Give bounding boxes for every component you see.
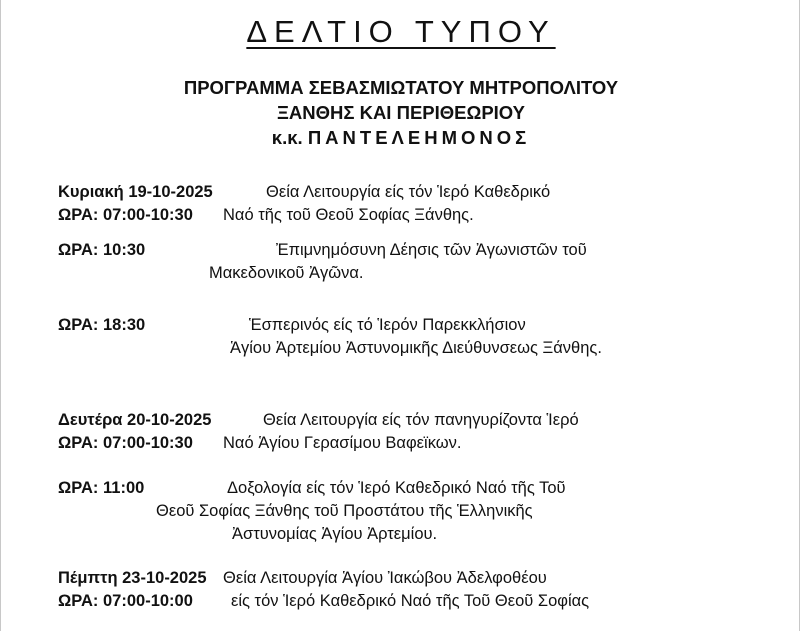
event-description-line: Ἐπιμνημόσυνη Δέησις τῶν Ἀγωνιστῶν τοῦ (276, 241, 587, 259)
event-description-line: είς τόν Ἱερό Καθεδρικό Ναό τῆς Τοῦ Θεοῦ Σοφίας (231, 592, 590, 610)
event-time: ΩΡΑ: 10:30 (58, 241, 146, 259)
event-description-line: Δοξολογία είς τόν Ἱερό Καθεδρικό Ναό τῆς Τοῦ (227, 479, 566, 497)
subtitle-name: ΠΑΝΤΕΛΕΗΜΟΝΟΣ (307, 127, 531, 148)
event-description-line: Θεία Λειτουργία είς τόν Ἱερό Καθεδρικό (266, 183, 551, 201)
event-time: ΩΡΑ: 07:00-10:30 (58, 206, 193, 224)
event-time: ΩΡΑ: 18:30 (58, 316, 146, 334)
event-time: ΩΡΑ: 07:00-10:30 (58, 434, 193, 452)
event-time: ΩΡΑ: 11:00 (58, 479, 145, 497)
event-description-line: Ναό τῆς τοῦ Θεοῦ Σοφίας Ξάνθης. (223, 206, 474, 224)
event-description-line: Ἀστυνομίας Ἁγίου Ἀρτεμίου. (232, 525, 438, 543)
subtitle-line-3 (1, 126, 800, 150)
page-title: ΔΕΛΤΙΟ ΤΥΠΟΥ (246, 14, 556, 49)
event-description-line: Ναό Ἁγίου Γερασίμου Βαφεϊκων. (223, 434, 462, 452)
subtitle-line-1: ΠΡΟΓΡΑΜΜΑ ΣΕΒΑΣΜΙΩΤΑΤΟΥ ΜΗΤΡΟΠΟΛΙΤΟΥ (183, 77, 619, 98)
event-description-line: Ἁγίου Ἀρτεμίου Ἀστυνομικῆς Διεύθυνσεως Ξάνθης. (230, 339, 602, 357)
event-description-line: Θεία Λειτουργία Ἁγίου Ἰακώβου Ἀδελφοθέου (223, 569, 547, 587)
event-description-line: Μακεδονικοῦ Ἀγῶνα. (209, 264, 364, 282)
event-description-line: Θεοῦ Σοφίας Ξάνθης τοῦ Προστάτου τῆς Ἑλληνικῆς (156, 502, 533, 520)
event-description-line: Ἑσπερινός είς τό Ἱερόν Παρεκκλήσιον (249, 316, 526, 334)
day-heading: Κυριακή 19-10-2025 (58, 183, 213, 201)
event-description-line: Θεία Λειτουργία είς τόν πανηγυρίζοντα Ἱερό (263, 411, 579, 429)
subtitle-line-2: ΞΑΝΘΗΣ ΚΑΙ ΠΕΡΙΘΕΩΡΙΟΥ (276, 102, 526, 123)
day-heading: Δευτέρα 20-10-2025 (58, 411, 212, 429)
subtitle-prefix: κ.κ. (271, 127, 303, 148)
day-heading: Πέμπτη 23-10-2025 (58, 569, 207, 587)
event-time: ΩΡΑ: 07:00-10:00 (58, 592, 193, 610)
